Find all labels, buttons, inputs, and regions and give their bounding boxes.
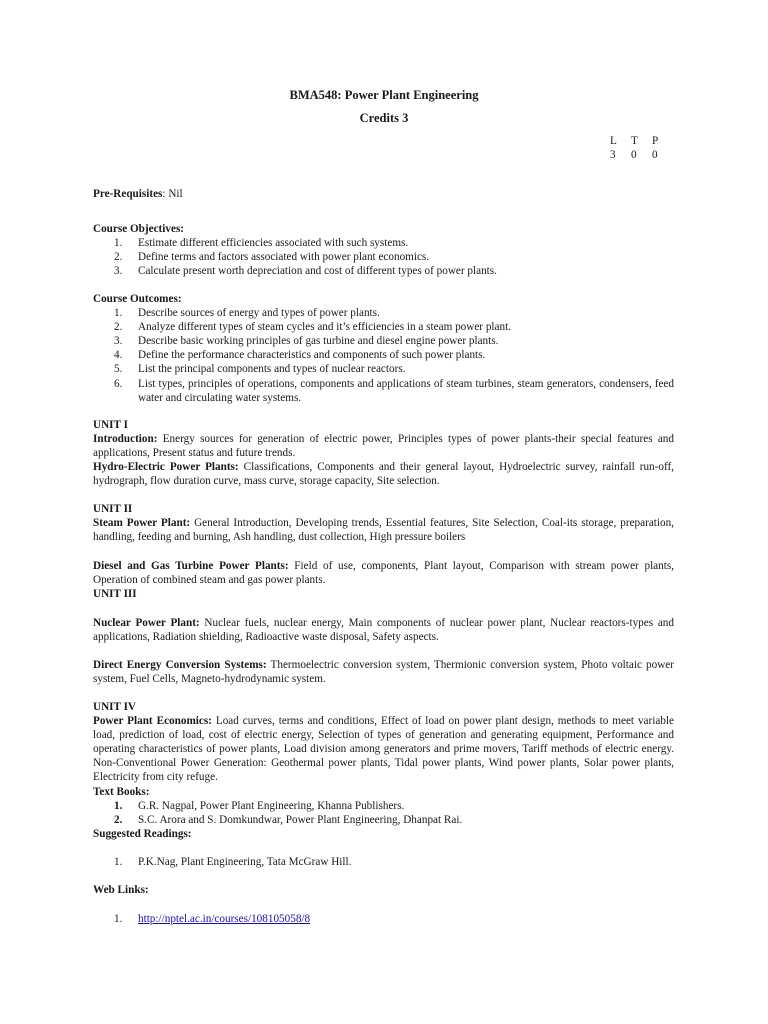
outcomes-list [93,306,674,405]
unit-2-section [93,502,674,544]
list-item: 2. Define terms and factors associated with power plant economics. [114,251,430,264]
list-item: 3. Describe basic working principles of gas turbine and diesel engine power plants. [114,335,499,348]
ltp-label-l: L [610,135,617,147]
objectives-list [93,236,674,278]
list-item: 6. List types, principles of operations, components and applications of steam turbines, steam generators, condensers, feed water and circulating water systems. [114,377,674,404]
unit-2-diesel: Diesel and Gas Turbine Power Plants: Field of use, components, Plant layout, Comparison with stream power plants, Operation of combined steam and gas power plants. [93,560,674,587]
unit-4-heading: UNIT IV [93,701,137,713]
weblinks-heading: Web Links: [93,884,149,896]
textbooks-section [93,785,674,841]
list-item: 1. G.R. Nagpal, Power Plant Engineering, Khanna Publishers. [114,800,405,813]
outcomes-heading: Course Outcomes: [93,293,182,305]
list-item: 2. Analyze different types of steam cycles and it’s efficiencies in a steam power plant. [114,321,511,334]
list-item: 3. Calculate present worth depreciation and cost of different types of power plants. [114,265,497,278]
ltp-labels [610,134,680,148]
list-item: 5. List the principal components and types of nuclear reactors. [114,363,406,376]
prerequisites-value: Nil [168,188,183,200]
objectives-heading: Course Objectives: [93,223,185,235]
unit-1-introduction: Introduction: Energy sources for generation of electric power, Principles types of power plants-their special features and applications, Present status and future trends. [93,433,674,460]
ltp-label-t: T [631,135,638,147]
unit-3-nuclear: Nuclear Power Plant: Nuclear fuels, nuclear energy, Main components of nuclear power plant, Nuclear reactors-types and applications, Radiation shielding, Radioactive waste disposal, Safety aspects. [93,617,674,644]
list-item: 1. Estimate different efficiencies associated with such systems. [114,237,409,250]
outcomes-section [93,292,674,405]
course-title: BMA548: Power Plant Engineering [289,88,479,102]
unit-1-section [93,418,674,488]
list-item: 1. Describe sources of energy and types of power plants. [114,307,380,320]
textbooks-list [93,799,674,827]
nptel-link[interactable]: http://nptel.ac.in/courses/108105058/8 [138,913,311,925]
unit-4-section [93,700,674,785]
readings-heading: Suggested Readings: [93,828,192,841]
list-item: 2. S.C. Arora and S. Domkundwar, Power Plant Engineering, Dhanpat Rai. [114,814,463,827]
unit-1-heading: UNIT I [93,419,128,431]
ltp-value-t: 0 [631,149,637,161]
ltp-value-l: 3 [610,149,616,161]
unit-2-heading: UNIT II [93,503,133,515]
unit-3-direct-energy: Direct Energy Conversion Systems: Thermoelectric conversion system, Thermionic conversion system, Photo voltaic power system, Fuel Cells, Magneto-hydrodynamic system. [93,659,674,686]
textbooks-heading: Text Books: [93,786,150,798]
weblinks-list [93,912,674,926]
unit-3-heading: UNIT III [93,588,137,600]
prerequisites-sep: : [162,188,169,200]
prerequisites-label: Pre-Requisites [93,188,163,200]
unit-1-hydro: Hydro-Electric Power Plants: Classifications, Components and their general layout, Hydroelectric survey, rainfall run-off, hydrograph, flow duration curve, mass curve, storage capacity, Site selection. [93,461,674,488]
objectives-section [93,222,674,278]
unit-4-economics: Power Plant Economics: Load curves, terms and conditions, Effect of load on power plant design, methods to meet variable load, prediction of load, cost of electric energy, Selection of types of generation and generating equipment, Performance and operating characteristics of power plants, Load division among generators and prime movers, Tariff methods of electric energy. Non-Conventional Power Generation: Geothermal power plants, Tidal power plants, Wind power plants, Solar power plants, Electricity from city refuge. [93,715,674,784]
list-item: 4. Define the performance characteristics and components of such power plants. [114,349,486,362]
ltp-value-p: 0 [652,149,658,161]
unit-2-steam: Steam Power Plant: General Introduction, Developing trends, Essential features, Site Selection, Coal-its storage, preparation, handling, feeding and burning, Ash handling, dust collection, High pressure boilers [93,517,674,544]
ltp-values [610,148,680,162]
list-item: 1. P.K.Nag, Plant Engineering, Tata McGraw Hill. [114,856,352,868]
ltp-label-p: P [652,135,659,147]
list-item: 1. http://nptel.ac.in/courses/108105058/8 [114,913,311,925]
credits-heading: Credits 3 [359,111,409,125]
prerequisites-line [93,187,674,201]
readings-list [93,855,674,869]
